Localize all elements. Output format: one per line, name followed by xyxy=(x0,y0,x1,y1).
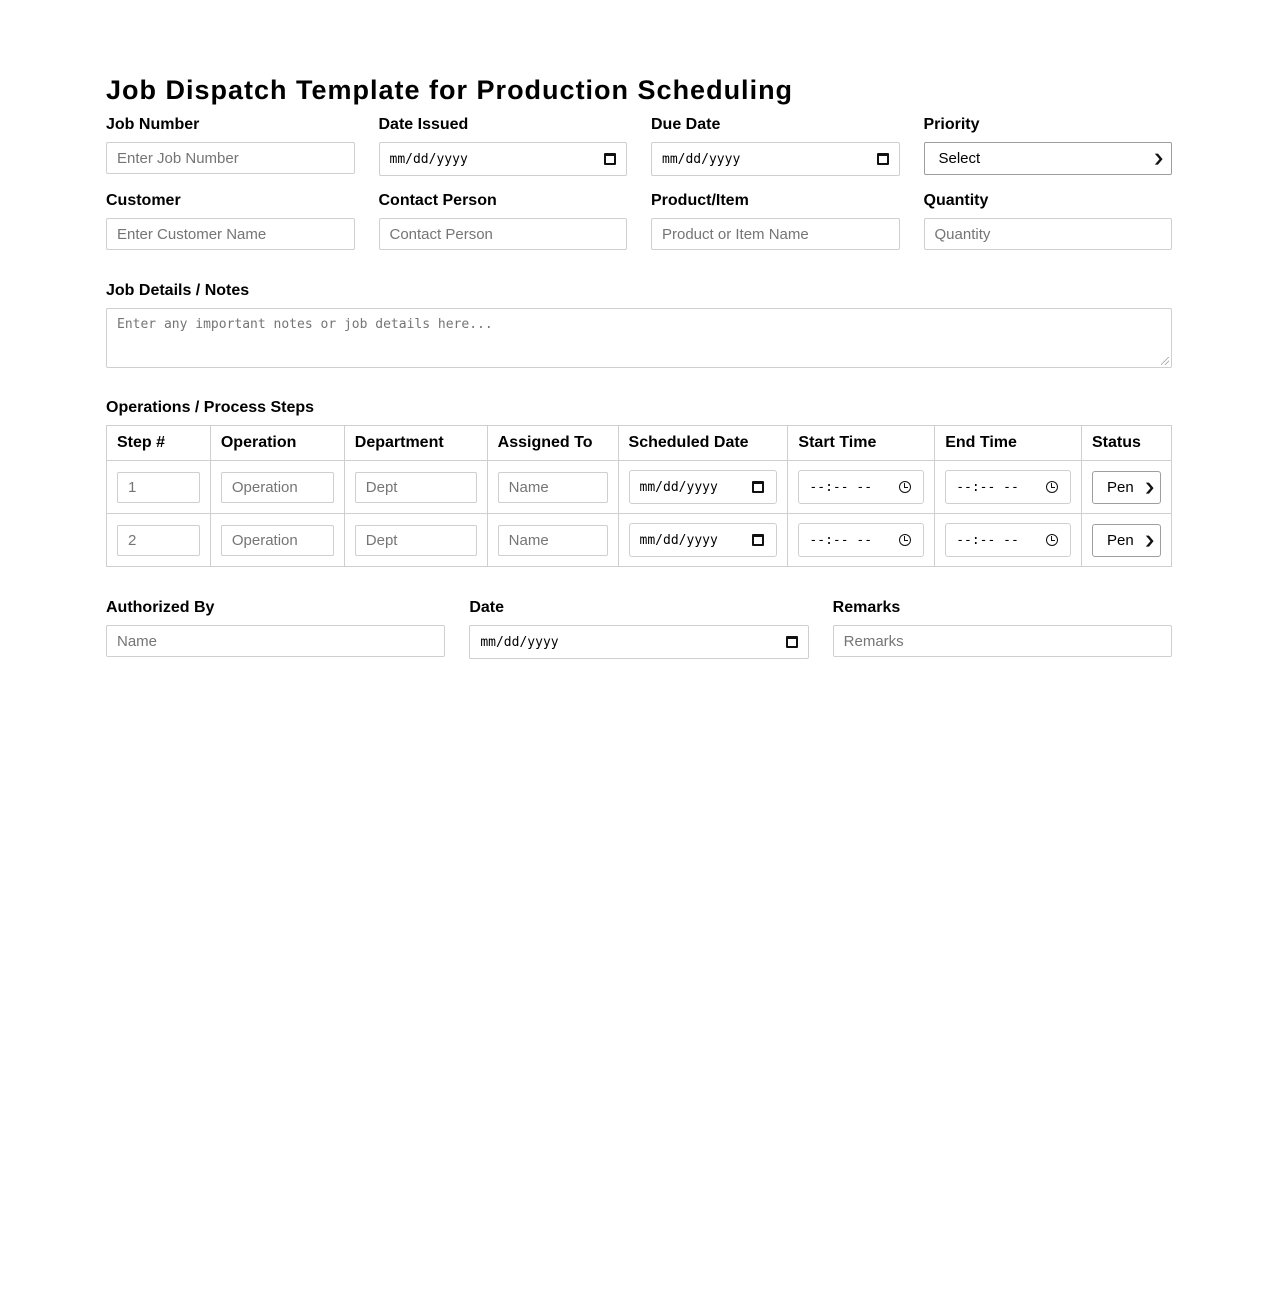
step-input[interactable] xyxy=(117,472,200,503)
notes-label: Job Details / Notes xyxy=(106,282,250,299)
department-cell xyxy=(344,461,487,514)
end-time-cell xyxy=(935,514,1082,567)
date-issued-placeholder: mm/dd/yyyy xyxy=(389,151,468,167)
quantity-placeholder: Quantity xyxy=(934,225,991,243)
header-scheduled-date: Scheduled Date xyxy=(618,426,788,461)
contact-person-placeholder: Contact Person xyxy=(389,225,493,243)
scheduled-date-placeholder: mm/dd/yyyy xyxy=(639,479,718,495)
status-select[interactable] xyxy=(1092,471,1161,504)
authorized-label: Authorized By xyxy=(106,599,215,616)
resize-handle-icon[interactable] xyxy=(1161,357,1169,365)
header-step: Step # xyxy=(107,426,211,461)
clock-icon[interactable] xyxy=(899,481,911,493)
signoff-date-input[interactable] xyxy=(469,625,808,659)
quantity-label: Quantity xyxy=(923,192,989,209)
start-time-input[interactable] xyxy=(798,470,924,504)
form-row-2 xyxy=(106,192,1172,250)
scheduled-date-cell xyxy=(618,461,788,514)
step-placeholder: 1 xyxy=(128,478,137,496)
scheduled-date-input[interactable] xyxy=(629,523,778,557)
end-time-input[interactable] xyxy=(945,470,1071,504)
step-input[interactable] xyxy=(117,525,200,556)
signoff-date-field-group xyxy=(469,599,808,659)
product-field-group xyxy=(651,192,900,250)
operation-cell xyxy=(210,461,344,514)
operations-table xyxy=(106,425,1172,567)
calendar-icon[interactable] xyxy=(604,153,616,165)
chevron-down-icon: ❯ xyxy=(1143,534,1156,547)
product-placeholder: Product or Item Name xyxy=(662,225,809,243)
quantity-field-group xyxy=(924,192,1173,250)
authorized-placeholder: Name xyxy=(117,632,158,650)
due-date-input[interactable] xyxy=(651,142,900,176)
contact-person-field-group xyxy=(379,192,628,250)
notes-textarea[interactable] xyxy=(106,308,1172,368)
customer-field-group xyxy=(106,192,355,250)
due-date-field-group xyxy=(651,116,900,176)
contact-person-input[interactable] xyxy=(379,218,628,250)
date-issued-input[interactable] xyxy=(379,142,628,176)
calendar-icon[interactable] xyxy=(752,534,764,546)
calendar-icon[interactable] xyxy=(786,636,798,648)
quantity-input[interactable] xyxy=(924,218,1173,250)
header-assigned-to: Assigned To xyxy=(487,426,618,461)
chevron-down-icon: ❯ xyxy=(1152,153,1165,165)
remarks-label: Remarks xyxy=(832,599,901,616)
scheduled-date-input[interactable] xyxy=(629,470,778,504)
calendar-icon[interactable] xyxy=(877,153,889,165)
customer-placeholder: Enter Customer Name xyxy=(117,225,267,243)
start-time-placeholder: --:-- -- xyxy=(809,479,873,495)
customer-label: Customer xyxy=(106,192,181,209)
department-input[interactable] xyxy=(355,472,477,503)
contact-person-label: Contact Person xyxy=(378,192,497,209)
calendar-icon[interactable] xyxy=(752,481,764,493)
operation-placeholder: Operation xyxy=(231,531,298,549)
status-value: Pen xyxy=(1106,478,1134,496)
operation-input[interactable] xyxy=(221,525,334,556)
operations-section xyxy=(106,399,1172,567)
operation-cell xyxy=(210,514,344,567)
table-row xyxy=(107,514,1172,567)
due-date-placeholder: mm/dd/yyyy xyxy=(662,151,741,167)
remarks-input[interactable] xyxy=(833,625,1172,657)
signoff-date-placeholder: mm/dd/yyyy xyxy=(480,634,559,650)
customer-input[interactable] xyxy=(106,218,355,250)
scheduled-date-cell xyxy=(618,514,788,567)
date-issued-label: Date Issued xyxy=(378,116,469,133)
header-status: Status xyxy=(1081,426,1171,461)
assigned-placeholder: Name xyxy=(508,478,549,496)
assigned-cell xyxy=(487,514,618,567)
department-placeholder: Dept xyxy=(365,478,398,496)
due-date-label: Due Date xyxy=(651,116,721,133)
department-input[interactable] xyxy=(355,525,477,556)
notes-field-group xyxy=(106,282,1172,368)
end-time-cell xyxy=(935,461,1082,514)
start-time-cell xyxy=(788,461,935,514)
step-cell xyxy=(107,514,211,567)
department-placeholder: Dept xyxy=(365,531,398,549)
header-operation: Operation xyxy=(210,426,344,461)
priority-field-group xyxy=(924,116,1173,176)
start-time-cell xyxy=(788,514,935,567)
clock-icon[interactable] xyxy=(899,534,911,546)
operations-label: Operations / Process Steps xyxy=(106,399,315,416)
assigned-cell xyxy=(487,461,618,514)
authorized-field-group xyxy=(106,599,445,659)
end-time-placeholder: --:-- -- xyxy=(956,479,1019,495)
start-time-input[interactable] xyxy=(798,523,924,557)
signoff-row xyxy=(106,599,1172,659)
operation-placeholder: Operation xyxy=(231,478,298,496)
status-cell xyxy=(1081,461,1171,514)
notes-placeholder: Enter any important notes or job details here... xyxy=(117,317,493,332)
clock-icon[interactable] xyxy=(1046,481,1058,493)
dispatch-form xyxy=(106,72,1172,659)
status-value: Pen xyxy=(1106,531,1134,549)
assigned-placeholder: Name xyxy=(508,531,549,549)
job-number-placeholder: Enter Job Number xyxy=(117,149,239,167)
page-title: Job Dispatch Template for Production Scheduling xyxy=(106,75,794,105)
priority-label: Priority xyxy=(923,116,980,133)
remarks-placeholder: Remarks xyxy=(843,632,904,650)
signoff-date-label: Date xyxy=(469,599,505,616)
assigned-input[interactable] xyxy=(498,525,608,556)
remarks-field-group xyxy=(833,599,1172,659)
status-select[interactable] xyxy=(1092,524,1161,557)
start-time-placeholder: --:-- -- xyxy=(809,532,873,548)
status-cell xyxy=(1081,514,1171,567)
end-time-input[interactable] xyxy=(945,523,1071,557)
date-issued-field-group xyxy=(379,116,628,176)
header-end-time: End Time xyxy=(935,426,1082,461)
job-number-input[interactable] xyxy=(106,142,355,174)
table-row xyxy=(107,461,1172,514)
authorized-input[interactable] xyxy=(106,625,445,657)
job-number-label: Job Number xyxy=(106,116,200,133)
header-start-time: Start Time xyxy=(788,426,935,461)
product-label: Product/Item xyxy=(651,192,749,209)
end-time-placeholder: --:-- -- xyxy=(956,532,1019,548)
product-input[interactable] xyxy=(651,218,900,250)
operation-input[interactable] xyxy=(221,472,334,503)
step-placeholder: 2 xyxy=(128,531,137,549)
clock-icon[interactable] xyxy=(1046,534,1058,546)
step-cell xyxy=(107,461,211,514)
chevron-down-icon: ❯ xyxy=(1143,481,1156,494)
priority-value: Select xyxy=(938,150,981,167)
scheduled-date-placeholder: mm/dd/yyyy xyxy=(639,532,718,548)
header-department: Department xyxy=(344,426,487,461)
job-number-field-group xyxy=(106,116,355,176)
department-cell xyxy=(344,514,487,567)
priority-select[interactable] xyxy=(924,142,1173,175)
form-row-1 xyxy=(106,116,1172,176)
table-header-row xyxy=(107,426,1172,461)
assigned-input[interactable] xyxy=(498,472,608,503)
